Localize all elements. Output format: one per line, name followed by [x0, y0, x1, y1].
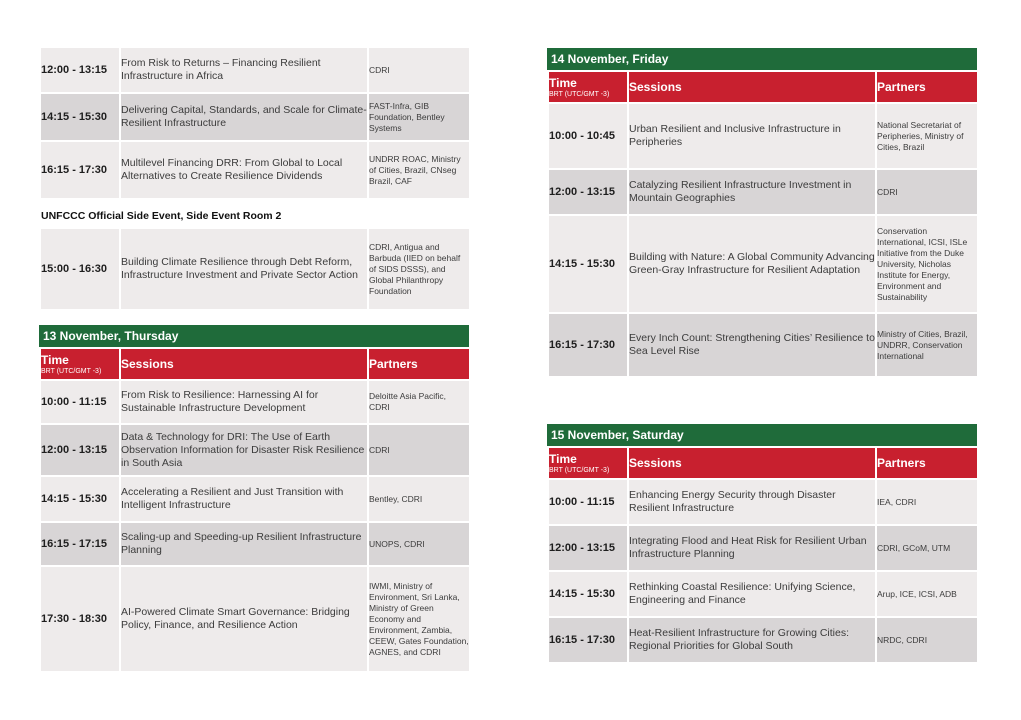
schedule-row [40, 424, 470, 476]
time-column-header [548, 447, 628, 479]
partners-cell: Arup, ICE, ICSI, ADB [876, 571, 978, 617]
partners-cell: CDRI [368, 47, 470, 93]
session-cell: Urban Resilient and Inclusive Infrastructure in Peripheries [628, 103, 876, 169]
time-cell: 14:15 - 15:30 [548, 215, 628, 313]
schedule-table [547, 70, 979, 378]
partners-cell: IEA, CDRI [876, 479, 978, 525]
session-cell: Building Climate Resilience through Debt Reform, Infrastructure Investment and Private Sector Action [120, 228, 368, 310]
time-cell: 16:15 - 17:15 [40, 522, 120, 566]
schedule-row [548, 313, 978, 377]
time-cell: 16:15 - 17:30 [548, 617, 628, 663]
day-header: 15 November, Saturday [547, 424, 977, 446]
side-event-title: UNFCCC Official Side Event, Side Event Room 2 [41, 210, 282, 222]
schedule-row [40, 93, 470, 141]
session-cell: Data & Technology for DRI: The Use of Earth Observation Information for Disaster Risk Resilience in South Asia [120, 424, 368, 476]
schedule-row [40, 476, 470, 522]
time-cell: 14:15 - 15:30 [40, 93, 120, 141]
schedule-row [548, 571, 978, 617]
time-label: Time [549, 452, 577, 466]
partners-cell: IWMI, Ministry of Environment, Sri Lanka, Ministry of Green Economy and Environment, Zambia, CEEW, Gates Foundation, AGNES, and CDRI [368, 566, 470, 672]
session-cell: Integrating Flood and Heat Risk for Resilient Urban Infrastructure Planning [628, 525, 876, 571]
time-cell: 16:15 - 17:30 [40, 141, 120, 199]
day-header: 14 November, Friday [547, 48, 977, 70]
time-cell: 16:15 - 17:30 [548, 313, 628, 377]
timezone-label: BRT (UTC/GMT -3) [549, 467, 610, 474]
session-cell: Enhancing Energy Security through Disaster Resilient Infrastructure [628, 479, 876, 525]
session-cell: From Risk to Resilience: Harnessing AI for Sustainable Infrastructure Development [120, 380, 368, 424]
schedule-row [40, 522, 470, 566]
schedule-row [548, 215, 978, 313]
time-column-header [40, 348, 120, 380]
session-cell: From Risk to Returns – Financing Resilient Infrastructure in Africa [120, 47, 368, 93]
schedule-row [40, 380, 470, 424]
partners-column-header: Partners [368, 348, 470, 380]
time-label: Time [549, 76, 577, 90]
schedule-row [548, 103, 978, 169]
time-cell: 15:00 - 16:30 [40, 228, 120, 310]
time-cell: 10:00 - 11:15 [548, 479, 628, 525]
session-cell: AI-Powered Climate Smart Governance: Bridging Policy, Finance, and Resilience Action [120, 566, 368, 672]
day-15-section [547, 424, 977, 664]
timezone-label: BRT (UTC/GMT -3) [41, 368, 102, 375]
session-cell: Every Inch Count: Strengthening Cities’ Resilience to Sea Level Rise [628, 313, 876, 377]
schedule-row [40, 566, 470, 672]
partners-cell: UNOPS, CDRI [368, 522, 470, 566]
sessions-column-header: Sessions [628, 71, 876, 103]
partners-cell: FAST-Infra, GIB Foundation, Bentley Systems [368, 93, 470, 141]
schedule-row [40, 228, 470, 310]
partners-cell: CDRI [876, 169, 978, 215]
partners-cell: Conservation International, ICSI, ISLe Initiative from the Duke University, Nicholas Institute for Energy, Environment and Sustainability [876, 215, 978, 313]
day-13-section [39, 325, 469, 673]
sessions-column-header: Sessions [120, 348, 368, 380]
session-cell: Delivering Capital, Standards, and Scale for Climate-Resilient Infrastructure [120, 93, 368, 141]
day-14-section [547, 48, 977, 378]
time-cell: 14:15 - 15:30 [548, 571, 628, 617]
partners-cell: CDRI, Antigua and Barbuda (IIED on behalf of SIDS DSSS), and Global Philanthropy Foundation [368, 228, 470, 310]
timezone-label: BRT (UTC/GMT -3) [549, 91, 610, 98]
partners-cell: NRDC, CDRI [876, 617, 978, 663]
sessions-column-header: Sessions [628, 447, 876, 479]
session-cell: Multilevel Financing DRR: From Global to Local Alternatives to Create Resilience Dividends [120, 141, 368, 199]
partners-column-header: Partners [876, 447, 978, 479]
time-cell: 12:00 - 13:15 [548, 525, 628, 571]
schedule-row [40, 47, 470, 93]
schedule-table [39, 227, 471, 311]
schedule-table [39, 347, 471, 673]
schedule-row [548, 169, 978, 215]
session-cell: Building with Nature: A Global Community Advancing Green-Gray Infrastructure for Resilient Adaptation [628, 215, 876, 313]
partners-cell: CDRI [368, 424, 470, 476]
schedule-row [548, 479, 978, 525]
time-cell: 12:00 - 13:15 [40, 47, 120, 93]
schedule-row [548, 525, 978, 571]
time-cell: 12:00 - 13:15 [40, 424, 120, 476]
session-cell: Rethinking Coastal Resilience: Unifying Science, Engineering and Finance [628, 571, 876, 617]
time-cell: 14:15 - 15:30 [40, 476, 120, 522]
column-header-row [40, 348, 470, 380]
time-cell: 10:00 - 10:45 [548, 103, 628, 169]
schedule-table [39, 46, 471, 200]
time-column-header [548, 71, 628, 103]
partners-cell: Bentley, CDRI [368, 476, 470, 522]
partners-column-header: Partners [876, 71, 978, 103]
time-cell: 17:30 - 18:30 [40, 566, 120, 672]
schedule-table [547, 446, 979, 664]
partners-cell: CDRI, GCoM, UTM [876, 525, 978, 571]
session-cell: Accelerating a Resilient and Just Transition with Intelligent Infrastructure [120, 476, 368, 522]
session-cell: Heat-Resilient Infrastructure for Growing Cities: Regional Priorities for Global South [628, 617, 876, 663]
continued-schedule [39, 46, 469, 200]
partners-cell: Deloitte Asia Pacific, CDRI [368, 380, 470, 424]
session-cell: Catalyzing Resilient Infrastructure Investment in Mountain Geographies [628, 169, 876, 215]
schedule-row [40, 141, 470, 199]
time-cell: 10:00 - 11:15 [40, 380, 120, 424]
column-header-row [548, 71, 978, 103]
time-cell: 12:00 - 13:15 [548, 169, 628, 215]
time-label: Time [41, 353, 69, 367]
partners-cell: Ministry of Cities, Brazil, UNDRR, Conservation International [876, 313, 978, 377]
schedule-row [548, 617, 978, 663]
partners-cell: UNDRR ROAC, Ministry of Cities, Brazil, CNseg Brazil, CAF [368, 141, 470, 199]
partners-cell: National Secretariat of Peripheries, Ministry of Cities, Brazil [876, 103, 978, 169]
session-cell: Scaling-up and Speeding-up Resilient Infrastructure Planning [120, 522, 368, 566]
day-header: 13 November, Thursday [39, 325, 469, 347]
column-header-row [548, 447, 978, 479]
side-event-schedule [39, 227, 469, 311]
